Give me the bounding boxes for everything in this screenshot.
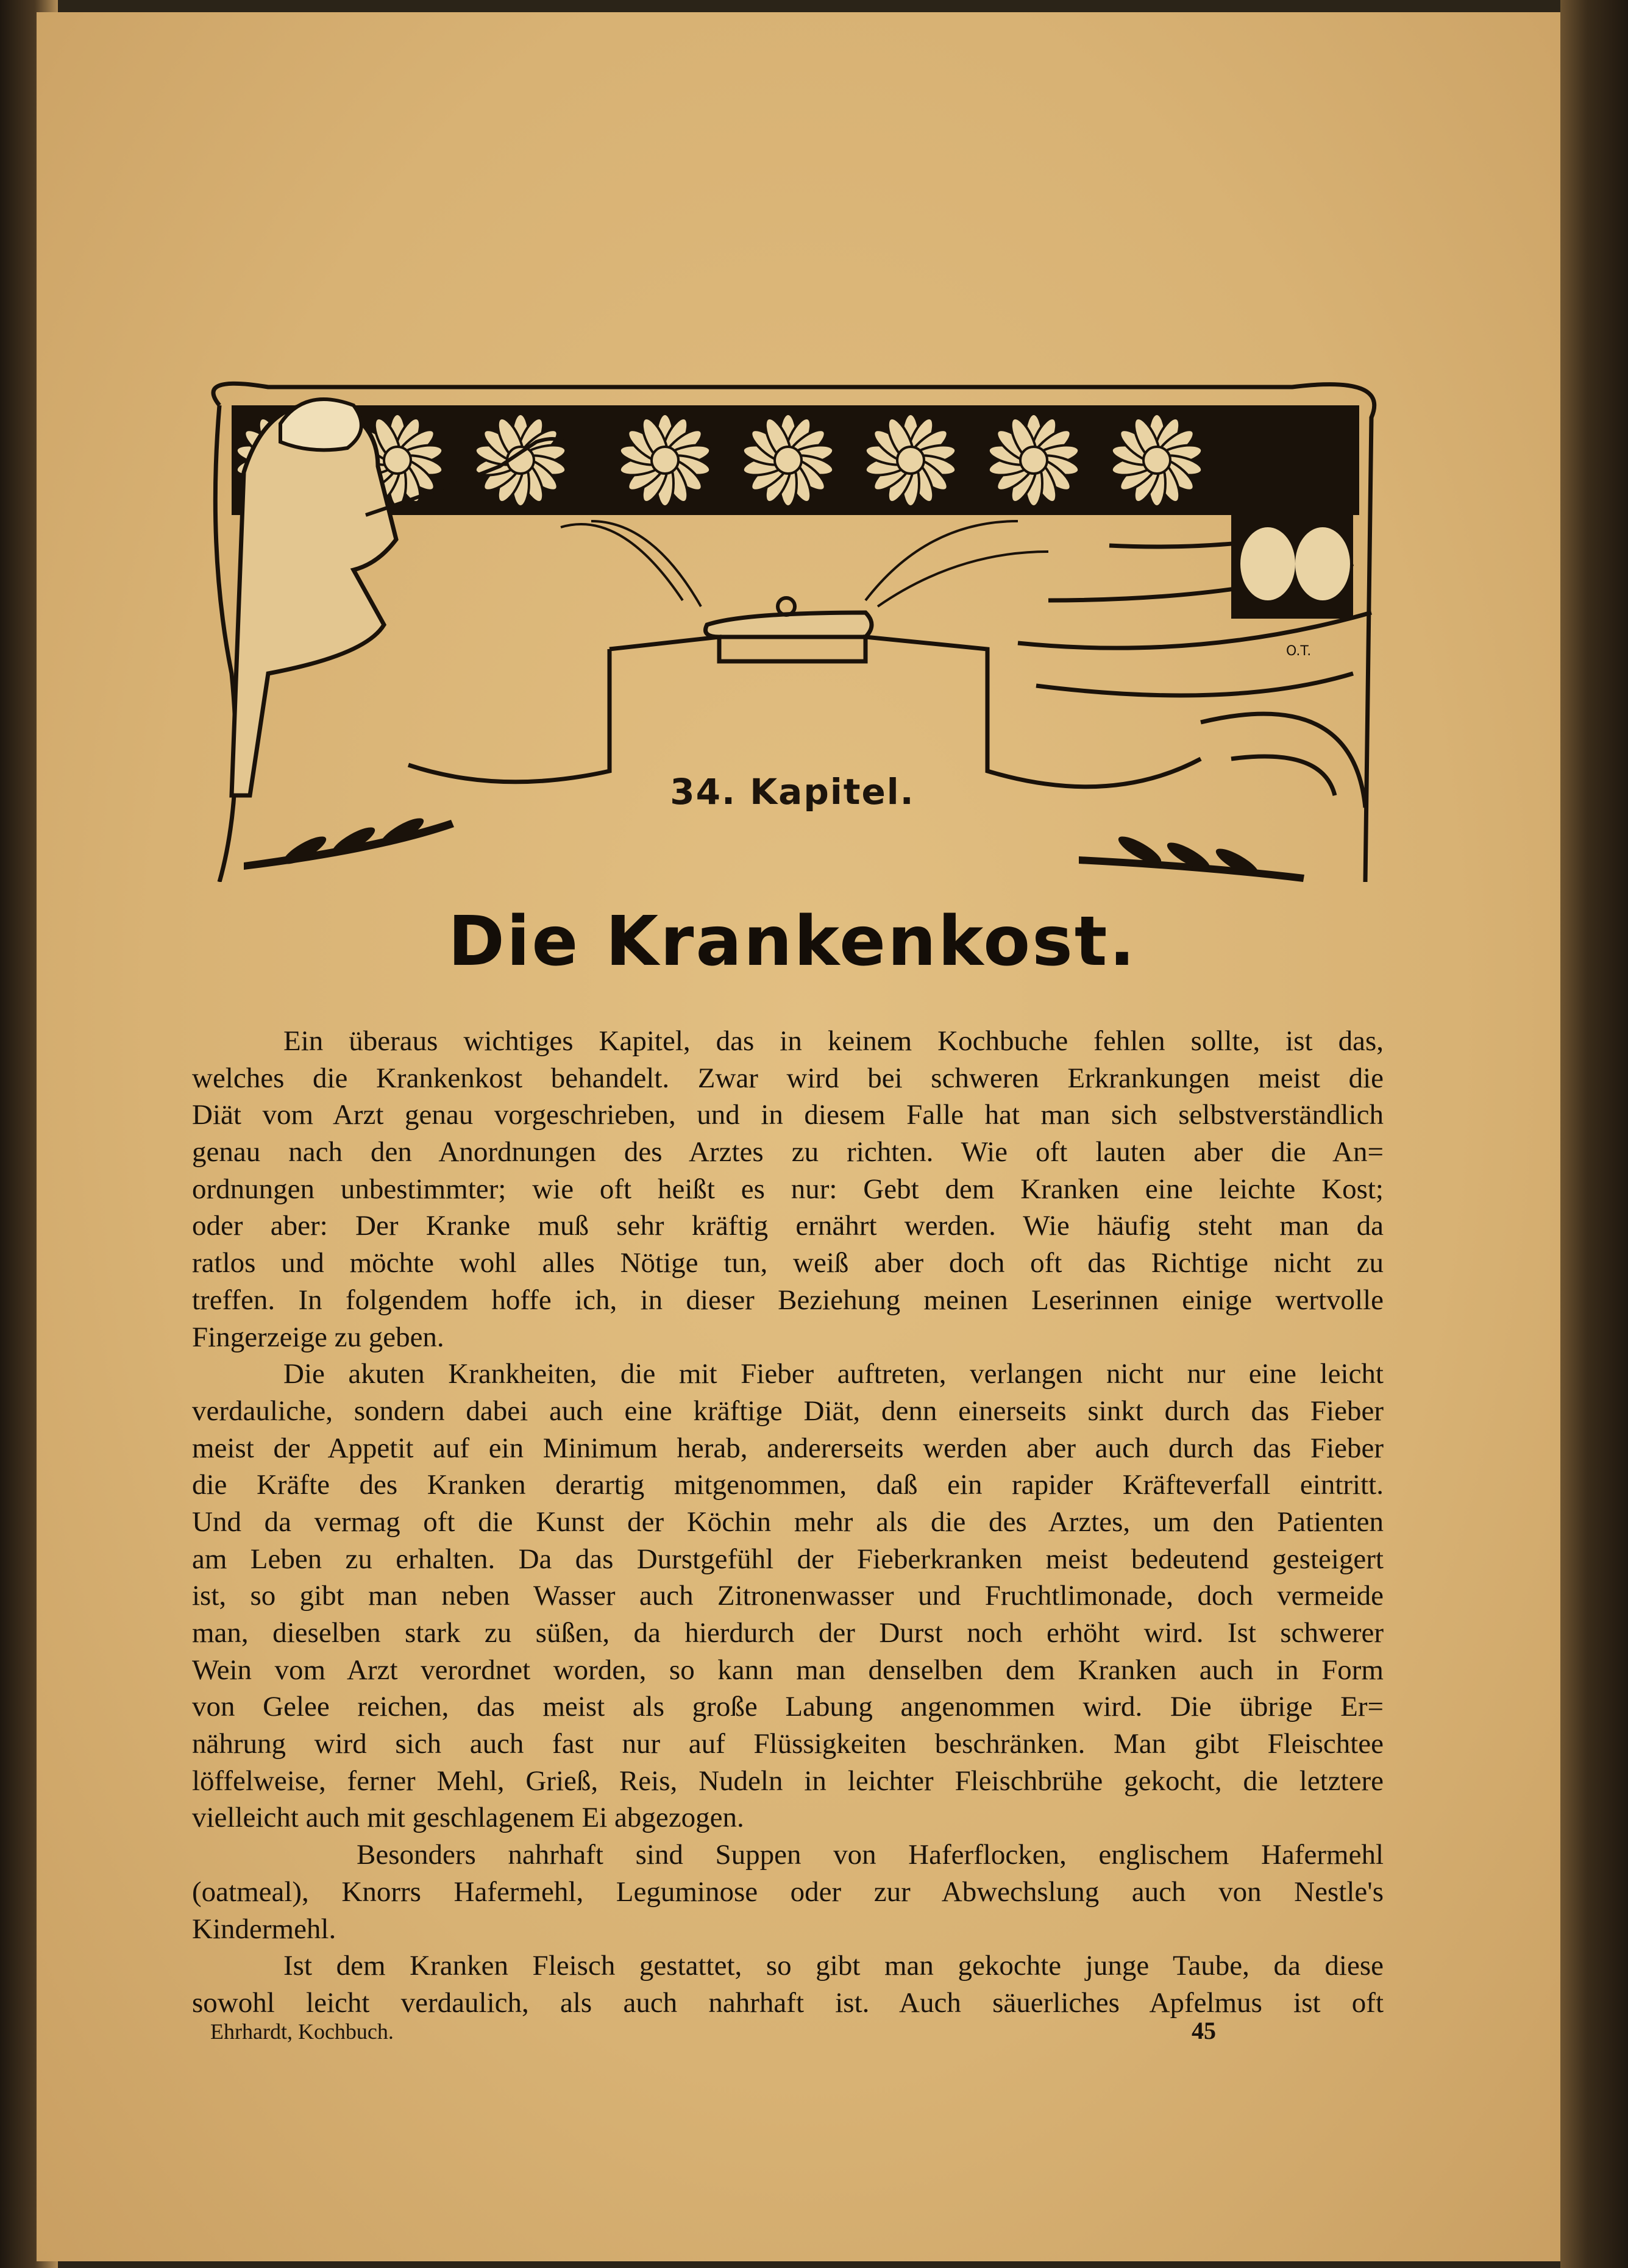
body-text (192, 1023, 1384, 2022)
cook-figure (232, 403, 396, 795)
text-line: meist der Appetit auf ein Minimum herab, andererseits werden aber auch durch das Fieber (192, 1432, 1384, 1464)
text-line: treffen. In folgendem hoffe ich, in dieser Beziehung meinen Leserinnen einige wertvolle (192, 1284, 1384, 1316)
text-line: ratlos und möchte wohl alles Nötige tun, weiß aber doch oft das Richtige nicht zu (192, 1247, 1384, 1279)
text-line: die Kräfte des Kranken derartig mitgenommen, daß ein rapider Kräfteverfall eintritt. (192, 1469, 1384, 1501)
footer-book-title: Ehrhardt, Kochbuch. (210, 2019, 394, 2044)
text-line: Diät vom Arzt genau vorgeschrieben, und in diesem Falle hat man sich selbstverständlich (192, 1099, 1384, 1131)
text-line: am Leben zu erhalten. Da das Durstgefühl der Fieberkranken meist bedeutend gesteigert (192, 1543, 1384, 1575)
leaf-sprig-left (244, 814, 454, 870)
text-line: ist, so gibt man neben Wasser auch Zitronenwasser und Fruchtlimonade, doch vermeide (192, 1580, 1384, 1612)
text-line: Ist dem Kranken Fleisch gestattet, so gibt man gekochte junge Taube, da diese (283, 1950, 1384, 1982)
text-line: (oatmeal), Knorrs Hafermehl, Leguminose oder zur Abwechslung auch von Nestle's (192, 1875, 1384, 1908)
footer-signature-mark: 45 (1192, 2017, 1216, 2044)
text-line: genau nach den Anordnungen des Arztes zu richten. Wie oft lauten aber die An= (192, 1136, 1384, 1168)
text-line: welches die Krankenkost behandelt. Zwar wird bei schweren Erkrankungen meist die (192, 1062, 1384, 1094)
text-line: nährung wird sich auch fast nur auf Flüssigkeiten beschränken. Man gibt Fleischtee (192, 1728, 1384, 1760)
text-line: verdauliche, sondern dabei auch eine kräftige Diät, denn einerseits sinkt durch das Fieber (192, 1395, 1384, 1427)
text-line: von Gelee reichen, das meist als große Labung angenommen wird. Die übrige Er= (192, 1691, 1384, 1723)
text-line: Fingerzeige zu geben. (192, 1321, 444, 1353)
text-line: Besonders nahrhaft sind Suppen von Haferflocken, englischem Hafermehl (357, 1839, 1384, 1871)
leaf-flower-box (1231, 515, 1353, 619)
text-line: oder aber: Der Kranke muß sehr kräftig ernährt werden. Wie häufig steht man da (192, 1210, 1384, 1242)
illustrator-signature: O.T. (1286, 644, 1312, 659)
text-line: Ein überaus wichtiges Kapitel, das in keinem Kochbuche fehlen sollte, ist das, (283, 1025, 1384, 1057)
text-line: löffelweise, ferner Mehl, Grieß, Reis, Nudeln in leichter Fleischbrühe gekocht, die letztere (192, 1765, 1384, 1797)
chapter-title: Die Krankenkost. (448, 902, 1137, 981)
text-line: sowohl leicht verdaulich, als auch nahrhaft ist. Auch säuerliches Apfelmus ist oft (192, 1986, 1384, 2019)
text-line: man, dieselben stark zu süßen, da hierdurch der Durst noch erhöht wird. Ist schwerer (192, 1617, 1384, 1649)
chapter-number: 34. Kapitel. (670, 771, 915, 812)
text-line: Kindermehl. (192, 1913, 336, 1945)
text-line: Und da vermag oft die Kunst der Köchin mehr als die des Arztes, um den Patienten (192, 1505, 1384, 1538)
text-line: Wein vom Arzt verordnet worden, so kann man denselben dem Kranken auch in Form (192, 1654, 1384, 1686)
text-line: Die akuten Krankheiten, die mit Fieber auftreten, verlangen nicht nur eine leicht (283, 1358, 1384, 1390)
book-binding (1560, 0, 1628, 2268)
leaf-sprig-right (1079, 832, 1304, 882)
text-line: ordnungen unbestimmter; wie oft heißt es nur: Gebt dem Kranken eine leichte Kost; (192, 1173, 1384, 1205)
text-line: vielleicht auch mit geschlagenem Ei abgezogen. (192, 1802, 744, 1834)
